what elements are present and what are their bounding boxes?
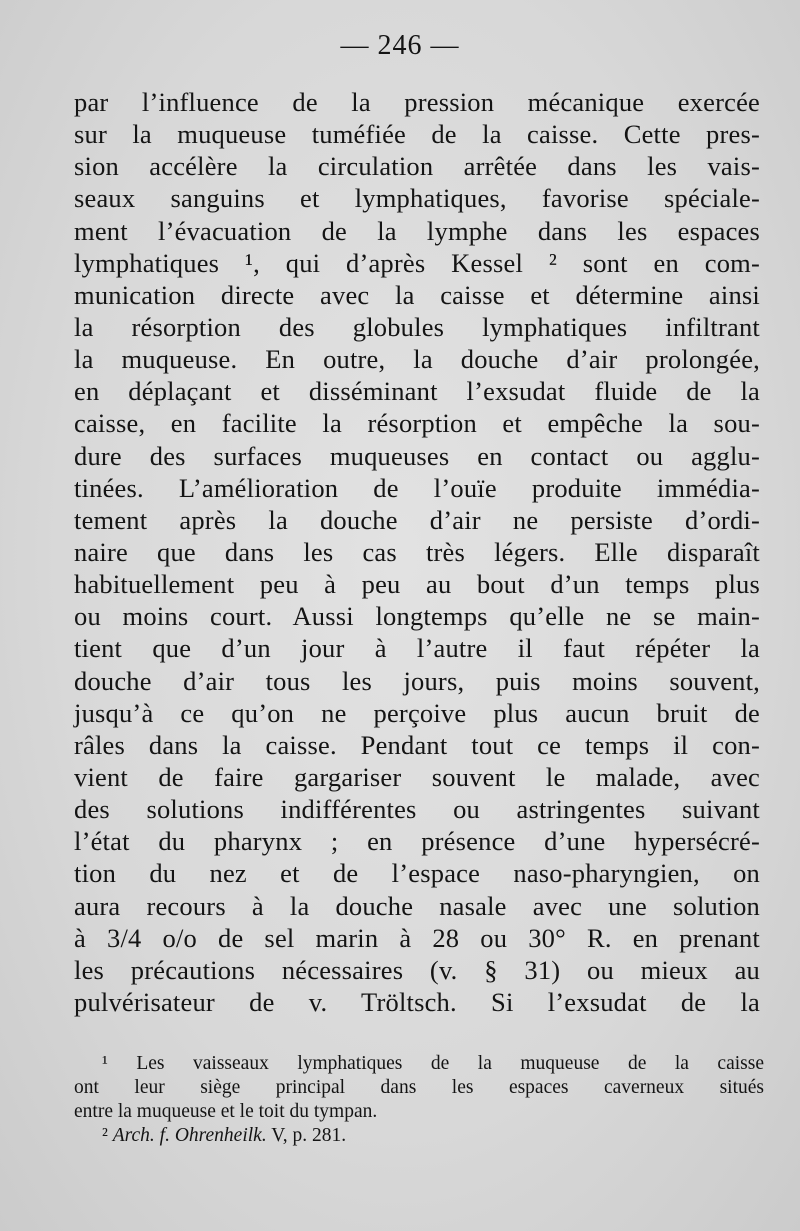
page-number: — 246 — [340,30,460,61]
footnote-1-line: ont leur siège principal dans les espaces caverneux situés [74,1077,764,1098]
text-line: la résorption des globules lymphatiques infiltrant [74,311,760,342]
text-line: des solutions indifférentes ou astringentes suivant [74,794,760,825]
text-line: la muqueuse. En outre, la douche d’air prolongée, [74,344,760,375]
text-line: sur la muqueuse tuméfiée de la caisse. Cette pres- [74,119,760,150]
footnote-2 [74,1124,764,1148]
text-line: dure des surfaces muqueuses en contact ou agglu- [74,440,760,471]
text-line: habituellement peu à peu au bout d’un temps plus [74,569,760,600]
text-line: tement après la douche d’air ne persiste d’ordi- [74,504,760,535]
footnote-2-marker: ² [102,1125,108,1146]
footnotes [74,1052,764,1148]
text-line: lymphatiques ¹, qui d’après Kessel ² sont en com- [74,247,760,278]
text-line: aura recours à la douche nasale avec une solution [74,890,760,921]
text-line: ment l’évacuation de la lymphe dans les espaces [74,215,760,246]
text-line: en déplaçant et disséminant l’exsudat fluide de la [74,376,760,407]
text-line: munication directe avec la caisse et détermine ainsi [74,279,760,310]
text-line: jusqu’à ce qu’on ne perçoive plus aucun bruit de [74,697,760,728]
text-line: l’état du pharynx ; en présence d’une hypersécré- [74,826,760,857]
text-line: les précautions nécessaires (v. § 31) ou mieux au [74,954,760,985]
text-line: tient que d’un jour à l’autre il faut répéter la [74,633,760,664]
text-line: caisse, en facilite la résorption et empêche la sou- [74,408,760,439]
text-line: seaux sanguins et lymphatiques, favorise spéciale- [74,183,760,214]
text-line: à 3/4 o/o de sel marin à 28 ou 30° R. en prenant [74,922,760,953]
text-line: pulvérisateur de v. Tröltsch. Si l’exsudat de la [74,986,760,1017]
text-line: ou moins court. Aussi longtemps qu’elle ne se main- [74,601,760,632]
text-line: tinées. L’amélioration de l’ouïe produite immédia- [74,472,760,503]
footnote-2-journal: Arch. f. Ohrenheilk. [112,1125,267,1146]
text-line: naire que dans les cas très légers. Elle disparaît [74,536,760,567]
text-line: par l’influence de la pression mécanique exercée [74,87,760,117]
footnote-1-line: ¹ Les vaisseaux lymphatiques de la muqueuse de la caisse [102,1053,764,1074]
text-line: râles dans la caisse. Pendant tout ce temps il con- [74,729,760,760]
footnote-2-reference: V, p. 281. [266,1125,347,1146]
text-line: douche d’air tous les jours, puis moins souvent, [74,665,760,696]
text-line: vient de faire gargariser souvent le malade, avec [74,761,760,792]
text-line: sion accélère la circulation arrêtée dans les vais- [74,151,760,182]
footnote-1-line: entre la muqueuse et le toit du tympan. [74,1101,378,1122]
text-line: tion du nez et de l’espace naso-pharyngien, on [74,858,760,889]
body-text [74,86,760,1018]
